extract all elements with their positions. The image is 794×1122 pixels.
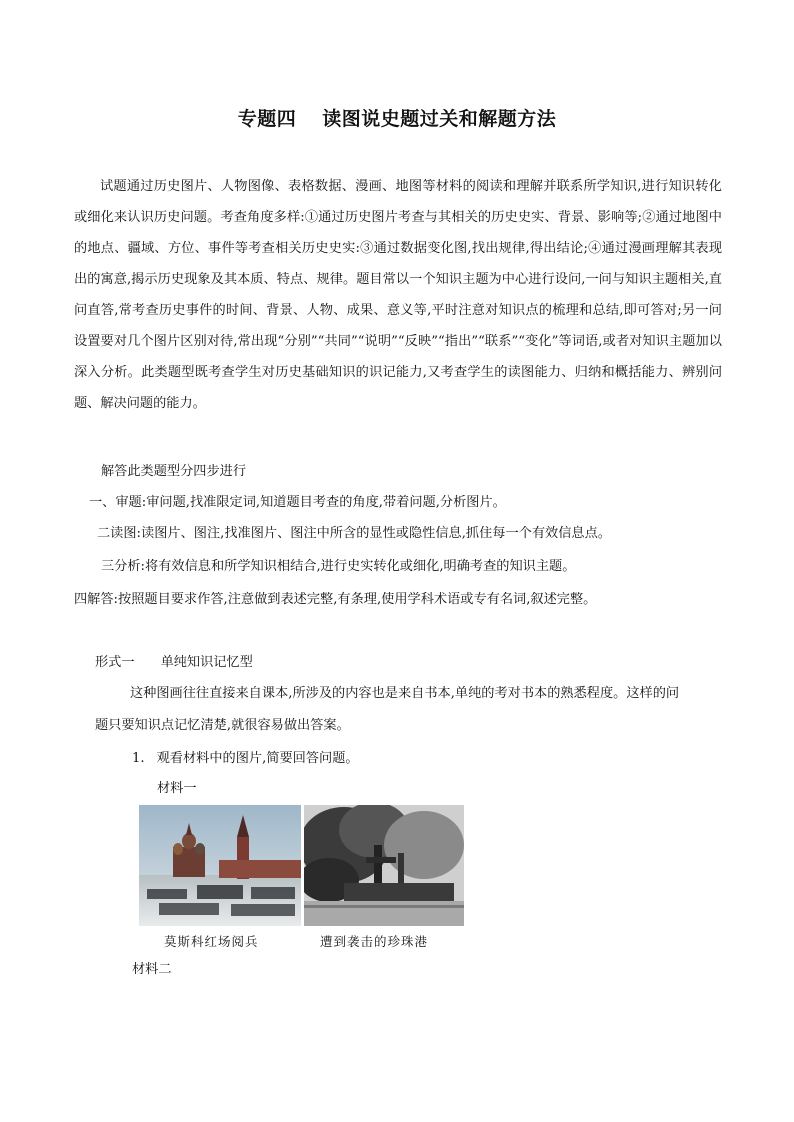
material-2-label: 材料二 [132, 962, 172, 977]
form-number: 形式一 [95, 655, 135, 670]
pearl-harbor-photo [304, 805, 464, 926]
step-4: 四解答:按照题目要求作答,注意做到表述完整,有条理,使用学科术语或专有名词,叙述完整。 [74, 592, 597, 607]
intro-paragraph: 试题通过历史图片、人物图像、表格数据、漫画、地图等材料的阅读和理解并联系所学知识,进行知识转化或细化来认识历史问题。考查角度多样:①通过历史图片考查与其相关的历史史实、背景、影响等;②通过地图中的地点、疆域、方位、事件等考查相关历史史实:③通过数据变化图,找出规律,得出结论;④通过漫画理解其表现出的寓意,揭示历史现象及其本质、特点、规律。题目常以一个知识主题为中心进行设问,一问与知识主题相关,直问直答,常考查历史事件的时间、背景、人物、成果、意义等,平时注意对知识点的梳理和总结,即可答对;另一问设置要对几个图片区别对待,常出现“分别”“共同”“说明”“反映”“指出”“联系”“变化”等词语,或者对知识主题加以深入分析。此类题型既考查学生对历史基础知识的识记能力,又考查学生的读图能力、归纳和概括能力、辨别问题、解决问题的能力。 [74, 179, 722, 411]
material-1-label: 材料一 [157, 781, 197, 796]
step-1: 一、审题:审问题,找准限定词,知道题目考查的角度,带着问题,分析图片。 [89, 495, 506, 510]
step-2: 二读图:读图片、图注,找准图片、图注中所含的显性或隐性信息,抓住每一个有效信息点。 [97, 526, 611, 541]
form-description-line-1: 这种图画往往直接来自课本,所涉及的内容也是来自书本,单纯的考对书本的熟悉程度。这样的问 [130, 686, 680, 701]
form-name: 单纯知识记忆型 [160, 655, 253, 670]
title-part-2: 读图说史题过关和解题方法 [322, 108, 557, 130]
form-label [95, 653, 253, 673]
page-title [0, 104, 794, 131]
form-description-line-2: 题只要知识点记忆清楚,就很容易做出答案。 [95, 718, 350, 733]
caption-pearl-harbor: 遭到袭击的珍珠港 [320, 934, 429, 949]
title-part-1: 专题四 [237, 108, 297, 130]
question-number: 1. [132, 751, 145, 766]
step-3: 三分析:将有效信息和所学知识相结合,进行史实转化或细化,明确考查的知识主题。 [101, 559, 576, 574]
question-text: 观看材料中的图片,简要回答问题。 [156, 751, 359, 766]
caption-red-square: 莫斯科红场阅兵 [164, 934, 259, 949]
red-square-parade-photo [139, 805, 301, 926]
steps-heading: 解答此类题型分四步进行 [101, 464, 247, 479]
question-1 [132, 749, 359, 769]
material-1-figures [139, 805, 469, 929]
